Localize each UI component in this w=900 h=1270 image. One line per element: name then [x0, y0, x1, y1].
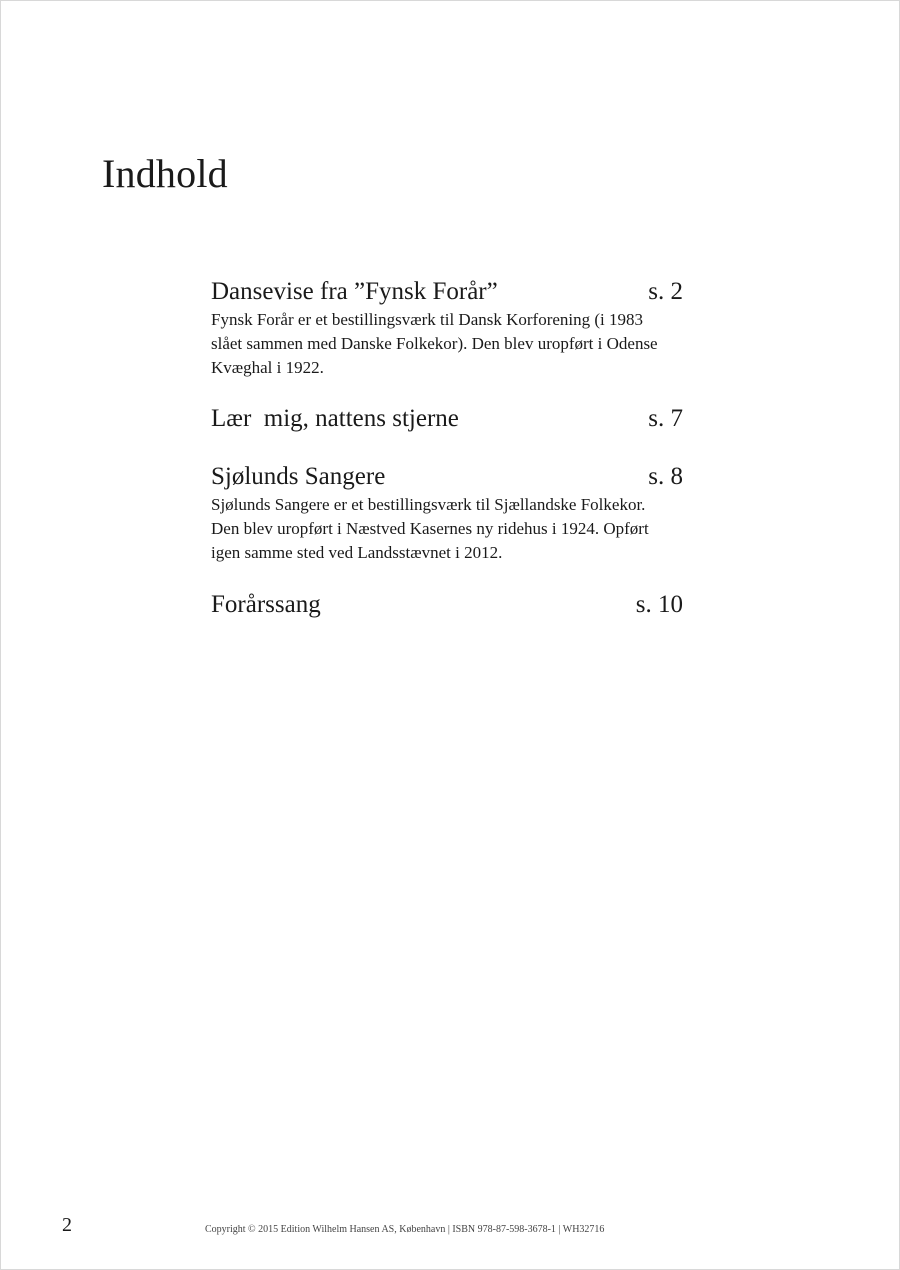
toc-entry-head [211, 276, 683, 308]
toc-entry-title: Lær mig, nattens stjerne [211, 405, 459, 432]
toc-entry-forarssang [211, 589, 683, 621]
toc-entry-title: Dansevise fra ”Fynsk Forår” [211, 278, 498, 305]
toc-entry-head [211, 589, 683, 621]
toc-entry-description: Sjølunds Sangere er et bestillingsværk til Sjællandske Folkekor. Den blev uropført i Næstved Kasernes ny ridehus i 1924. Opført igen samme sted ved Landsstævnet i 2012. [211, 495, 649, 562]
footer-copyright: Copyright © 2015 Edition Wilhelm Hansen AS, København | ISBN 978-87-598-3678-1 | WH32716 [205, 1224, 605, 1235]
toc-entry-title: Sjølunds Sangere [211, 463, 386, 490]
toc-entry-page: s. 2 [648, 278, 683, 305]
toc-entry-head [211, 461, 683, 493]
toc-entry-laer-mig [211, 403, 683, 435]
toc-entry-page: s. 10 [635, 591, 683, 618]
toc-entry-title: Forårssang [211, 591, 321, 618]
page-title: Indhold [102, 151, 228, 196]
toc-entry-description: Fynsk Forår er et bestillingsværk til Dansk Korforening (i 1983 slået sammen med Danske Folkekor). Den blev uropført i Odense Kvæghal i 1922. [211, 310, 658, 377]
footer-page-number: 2 [62, 1214, 72, 1236]
toc-entry-page: s. 7 [648, 405, 683, 432]
table-of-contents [211, 276, 683, 621]
toc-entry-sjolunds [211, 461, 683, 565]
toc-entry-page: s. 8 [648, 463, 683, 490]
toc-entry-head [211, 403, 683, 435]
toc-entry-dansevise [211, 276, 683, 380]
